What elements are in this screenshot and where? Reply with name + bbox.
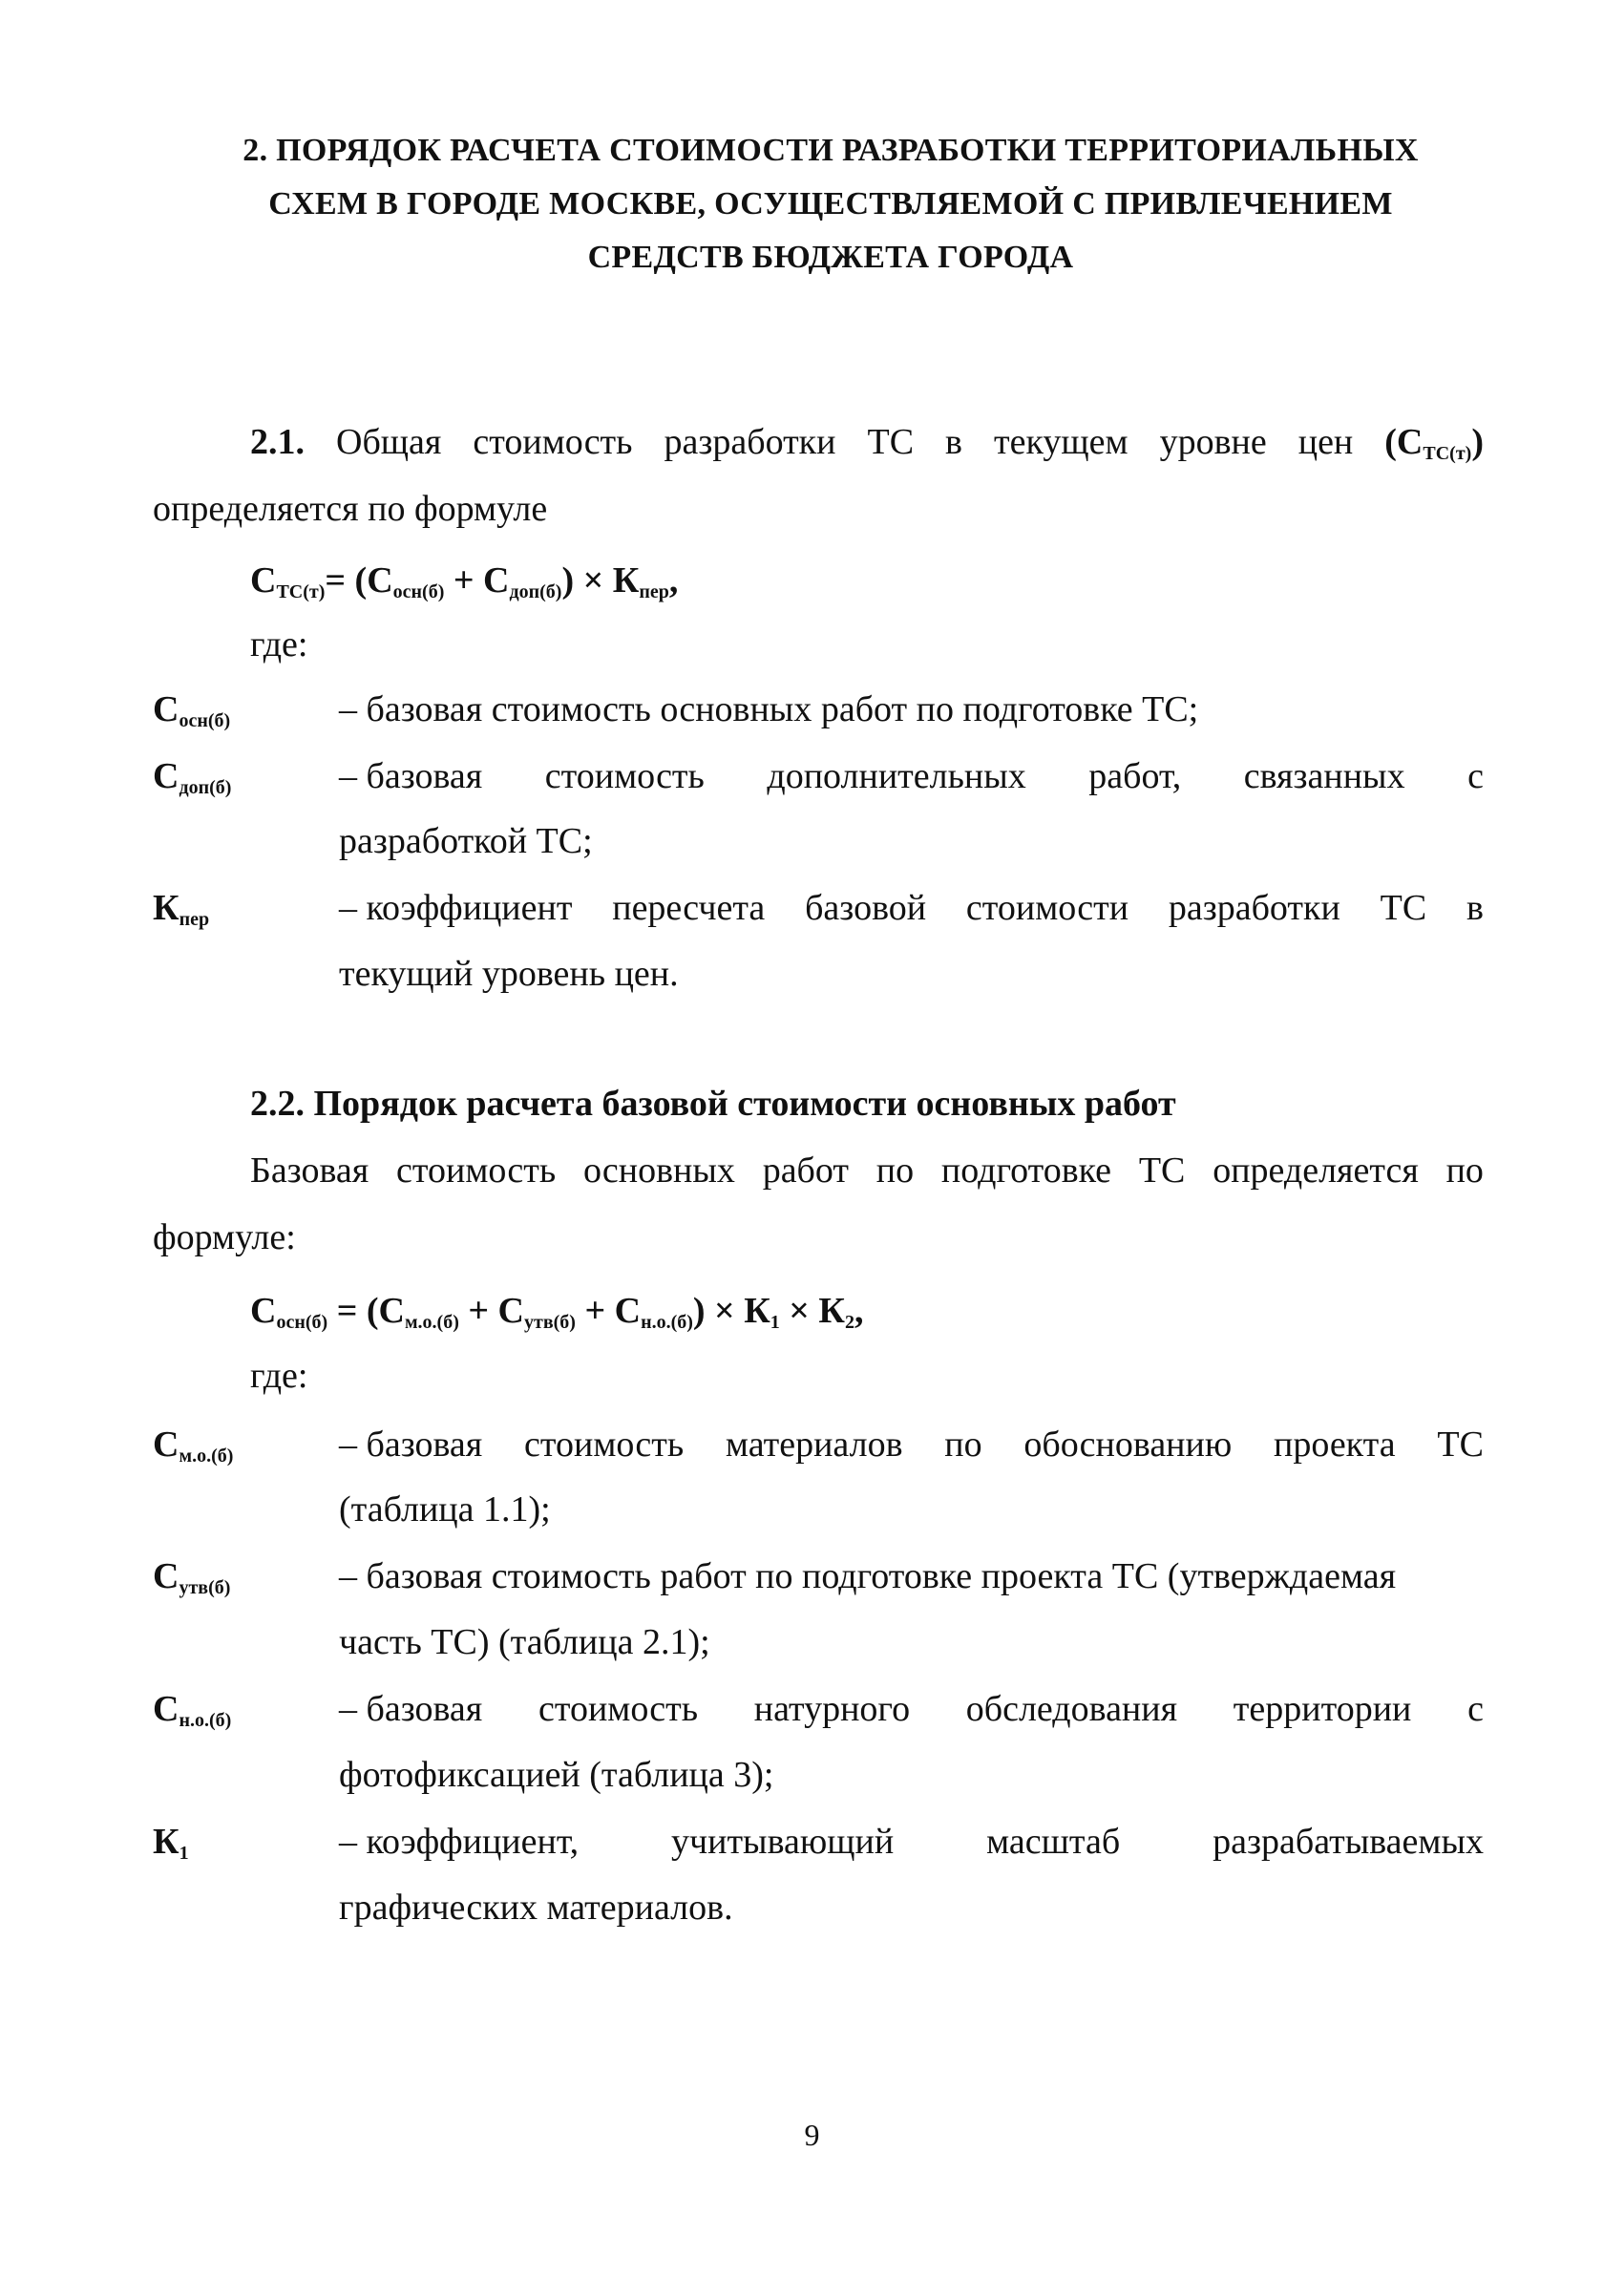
definition-text-continued: фотофиксацией (таблица 3); — [339, 1755, 774, 1795]
paragraph-2-1-line-1 — [250, 420, 1484, 464]
definition-text-continued: графических материалов. — [339, 1888, 733, 1928]
section-heading-line-2: СХЕМ В ГОРОДЕ МОСКВЕ, ОСУЩЕСТВЛЯЕМОЙ С ПРИВЛЕЧЕНИЕМ — [268, 186, 1393, 222]
formula-total-cost: $С_{ТС(т)}= (С_{осн(б)} + С_{доп(б)}) \times К_{пер}$, — [250, 560, 679, 602]
definition-text-continued: часть ТС) (таблица 2.1); — [339, 1622, 710, 1662]
word: Общая — [336, 422, 442, 462]
page-number: 9 — [804, 2118, 820, 2152]
paragraph-2-1-line-2: определяется по формуле — [153, 489, 548, 529]
word: текущем — [994, 422, 1128, 462]
definition-text: – коэффициент, учитывающий масштаб разрабатываемых — [339, 1822, 1484, 1862]
paragraph-2-2-line-2: формуле: — [153, 1217, 296, 1257]
subsection-heading-2-2: 2.2. Порядок расчета базовой стоимости основных работ — [250, 1084, 1176, 1124]
definition-text-continued: текущий уровень цен. — [339, 954, 679, 994]
word: в — [945, 422, 962, 462]
definition-text: – базовая стоимость материалов по обоснованию проекта ТС — [339, 1424, 1484, 1465]
definition-text: – коэффициент пересчета базовой стоимости разработки ТС в — [339, 888, 1484, 928]
section-heading-line-1: 2. ПОРЯДОК РАСЧЕТА СТОИМОСТИ РАЗРАБОТКИ ТЕРРИТОРИАЛЬНЫХ — [243, 133, 1419, 168]
word: разработки — [664, 422, 836, 462]
definition-text: – базовая стоимость работ по подготовке проекта ТС (утверждаемая — [339, 1556, 1397, 1596]
definition-text-continued: разработкой ТС; — [339, 821, 593, 861]
definition-symbol: $С_{доп(б)}$ — [153, 756, 232, 798]
definition-symbol: $С_{н.о.(б)}$ — [153, 1689, 232, 1731]
word: уровне — [1159, 422, 1267, 462]
where-label: где: — [250, 624, 308, 665]
definition-symbol: $С_{м.о.(б)}$ — [153, 1424, 234, 1467]
section-heading-line-3: СРЕДСТВ БЮДЖЕТА ГОРОДА — [587, 240, 1074, 275]
definition-text: – базовая стоимость натурного обследования территории с — [339, 1689, 1484, 1729]
formula-base-cost: $С_{осн(б)} = (С_{м.о.(б)} + С_{утв(б)} + С_{н.о.(б)}) \times К_1 \times К_2$, — [250, 1291, 864, 1333]
definition-symbol: $К_1$ — [153, 1822, 189, 1864]
definition-text: – базовая стоимость основных работ по подготовке ТС; — [339, 689, 1199, 729]
word: цен — [1297, 422, 1354, 462]
definition-symbol: $К_{пер}$ — [153, 888, 210, 930]
section-heading — [153, 124, 1508, 285]
clause-number-2-1: 2.1. — [250, 422, 305, 462]
word: стоимость — [473, 422, 633, 462]
definition-symbol: $С_{утв(б)}$ — [153, 1556, 231, 1598]
word: ТС — [867, 422, 915, 462]
paragraph-2-2-line-1: Базовая стоимость основных работ по подготовке ТС определяется по — [250, 1150, 1484, 1191]
definition-symbol: $С_{осн(б)}$ — [153, 689, 231, 731]
cost-symbol: $(С_{ТС(т)})$ — [1384, 422, 1484, 464]
definition-text-continued: (таблица 1.1); — [339, 1489, 551, 1530]
where-label: где: — [250, 1356, 308, 1396]
definition-text: – базовая стоимость дополнительных работ, связанных с — [339, 756, 1484, 796]
